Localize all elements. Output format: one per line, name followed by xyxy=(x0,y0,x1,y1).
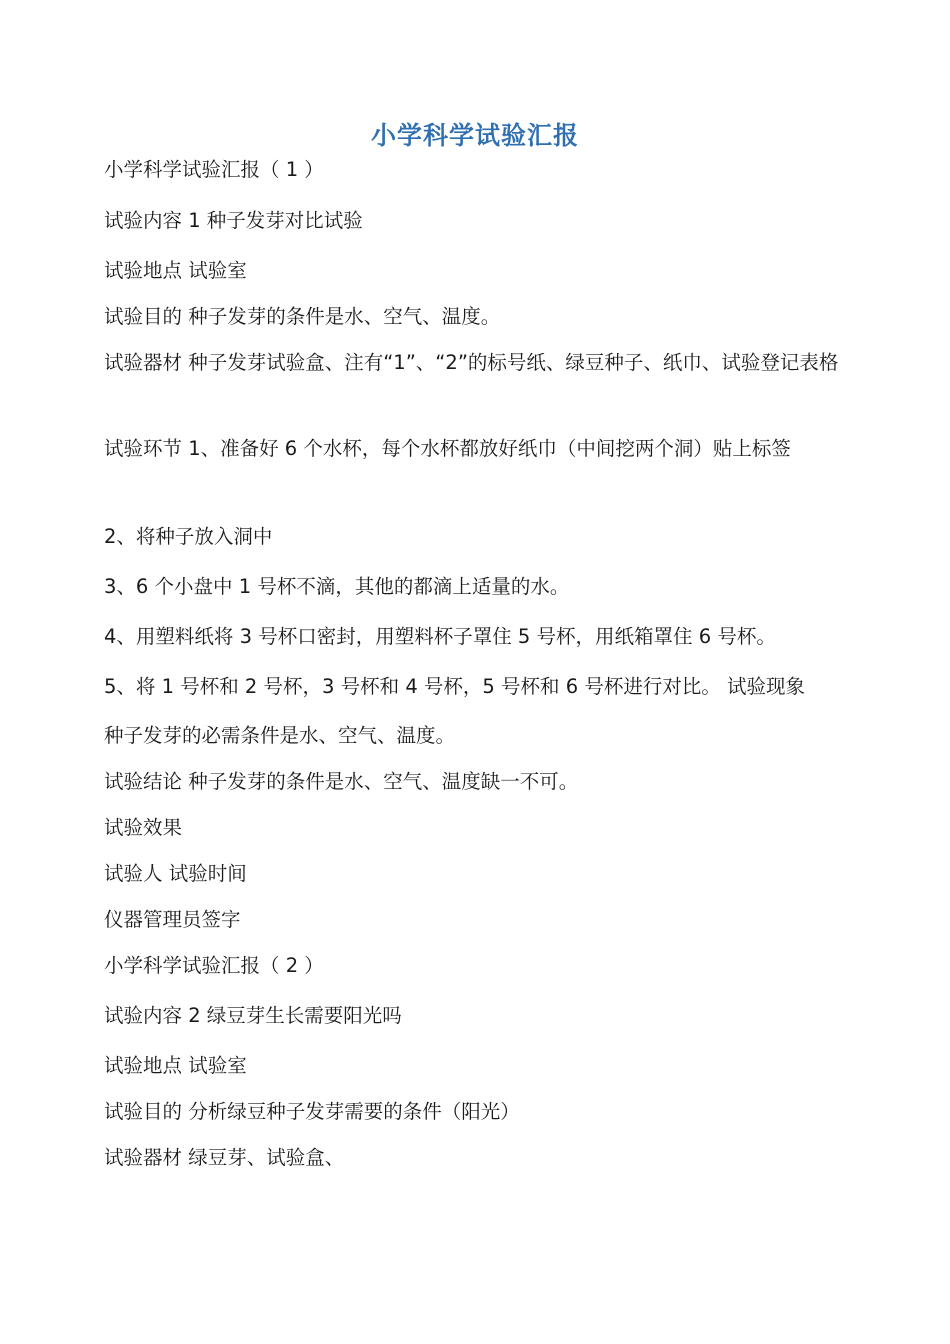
experiment-location-1: 试验地点 试验室 xyxy=(104,259,247,282)
experiment-purpose-1: 试验目的 种子发芽的条件是水、空气、温度。 xyxy=(104,305,501,328)
experiment-purpose-2: 试验目的 分析绿豆种子发芽需要的条件（阳光） xyxy=(104,1100,520,1123)
experiment-conclusion-1: 试验结论 种子发芽的条件是水、空气、温度缺一不可。 xyxy=(104,770,579,793)
experiment-steps-1: 试验环节 1、准备好 6 个水杯，每个水杯都放好纸巾（中间挖两个洞）贴上标签 xyxy=(104,437,791,460)
experiment-result-1: 试验效果 xyxy=(104,816,183,839)
experimenter-time-1: 试验人 试验时间 xyxy=(104,862,247,885)
experiment-equipment-2: 试验器材 绿豆芽、试验盒、 xyxy=(104,1146,345,1169)
experiment-content-1: 试验内容 1 种子发芽对比试验 xyxy=(104,209,363,232)
report-heading-2: 小学科学试验汇报（ 2 ） xyxy=(104,954,324,977)
instrument-manager-signature: 仪器管理员签字 xyxy=(104,908,241,931)
step-3: 3、6 个小盘中 1 号杯不滴，其他的都滴上适量的水。 xyxy=(104,575,570,598)
experiment-content-2: 试验内容 2 绿豆芽生长需要阳光吗 xyxy=(104,1004,402,1027)
step-4: 4、用塑料纸将 3 号杯口密封，用塑料杯子罩住 5 号杯，用纸箱罩住 6 号杯。 xyxy=(104,625,776,648)
experiment-location-2: 试验地点 试验室 xyxy=(104,1054,247,1077)
step-2: 2、将种子放入洞中 xyxy=(104,525,273,548)
document-title: 小学科学试验汇报 xyxy=(370,121,579,150)
experiment-equipment-1: 试验器材 种子发芽试验盒、注有“1”、“2”的标号纸、绿豆种子、纸巾、试验登记表格 xyxy=(104,351,839,374)
experiment-phenomenon-1: 种子发芽的必需条件是水、空气、温度。 xyxy=(104,724,456,747)
report-heading-1: 小学科学试验汇报（ 1 ） xyxy=(104,158,324,181)
step-5: 5、将 1 号杯和 2 号杯，3 号杯和 4 号杯，5 号杯和 6 号杯进行对比。 试验现象 xyxy=(104,675,806,698)
